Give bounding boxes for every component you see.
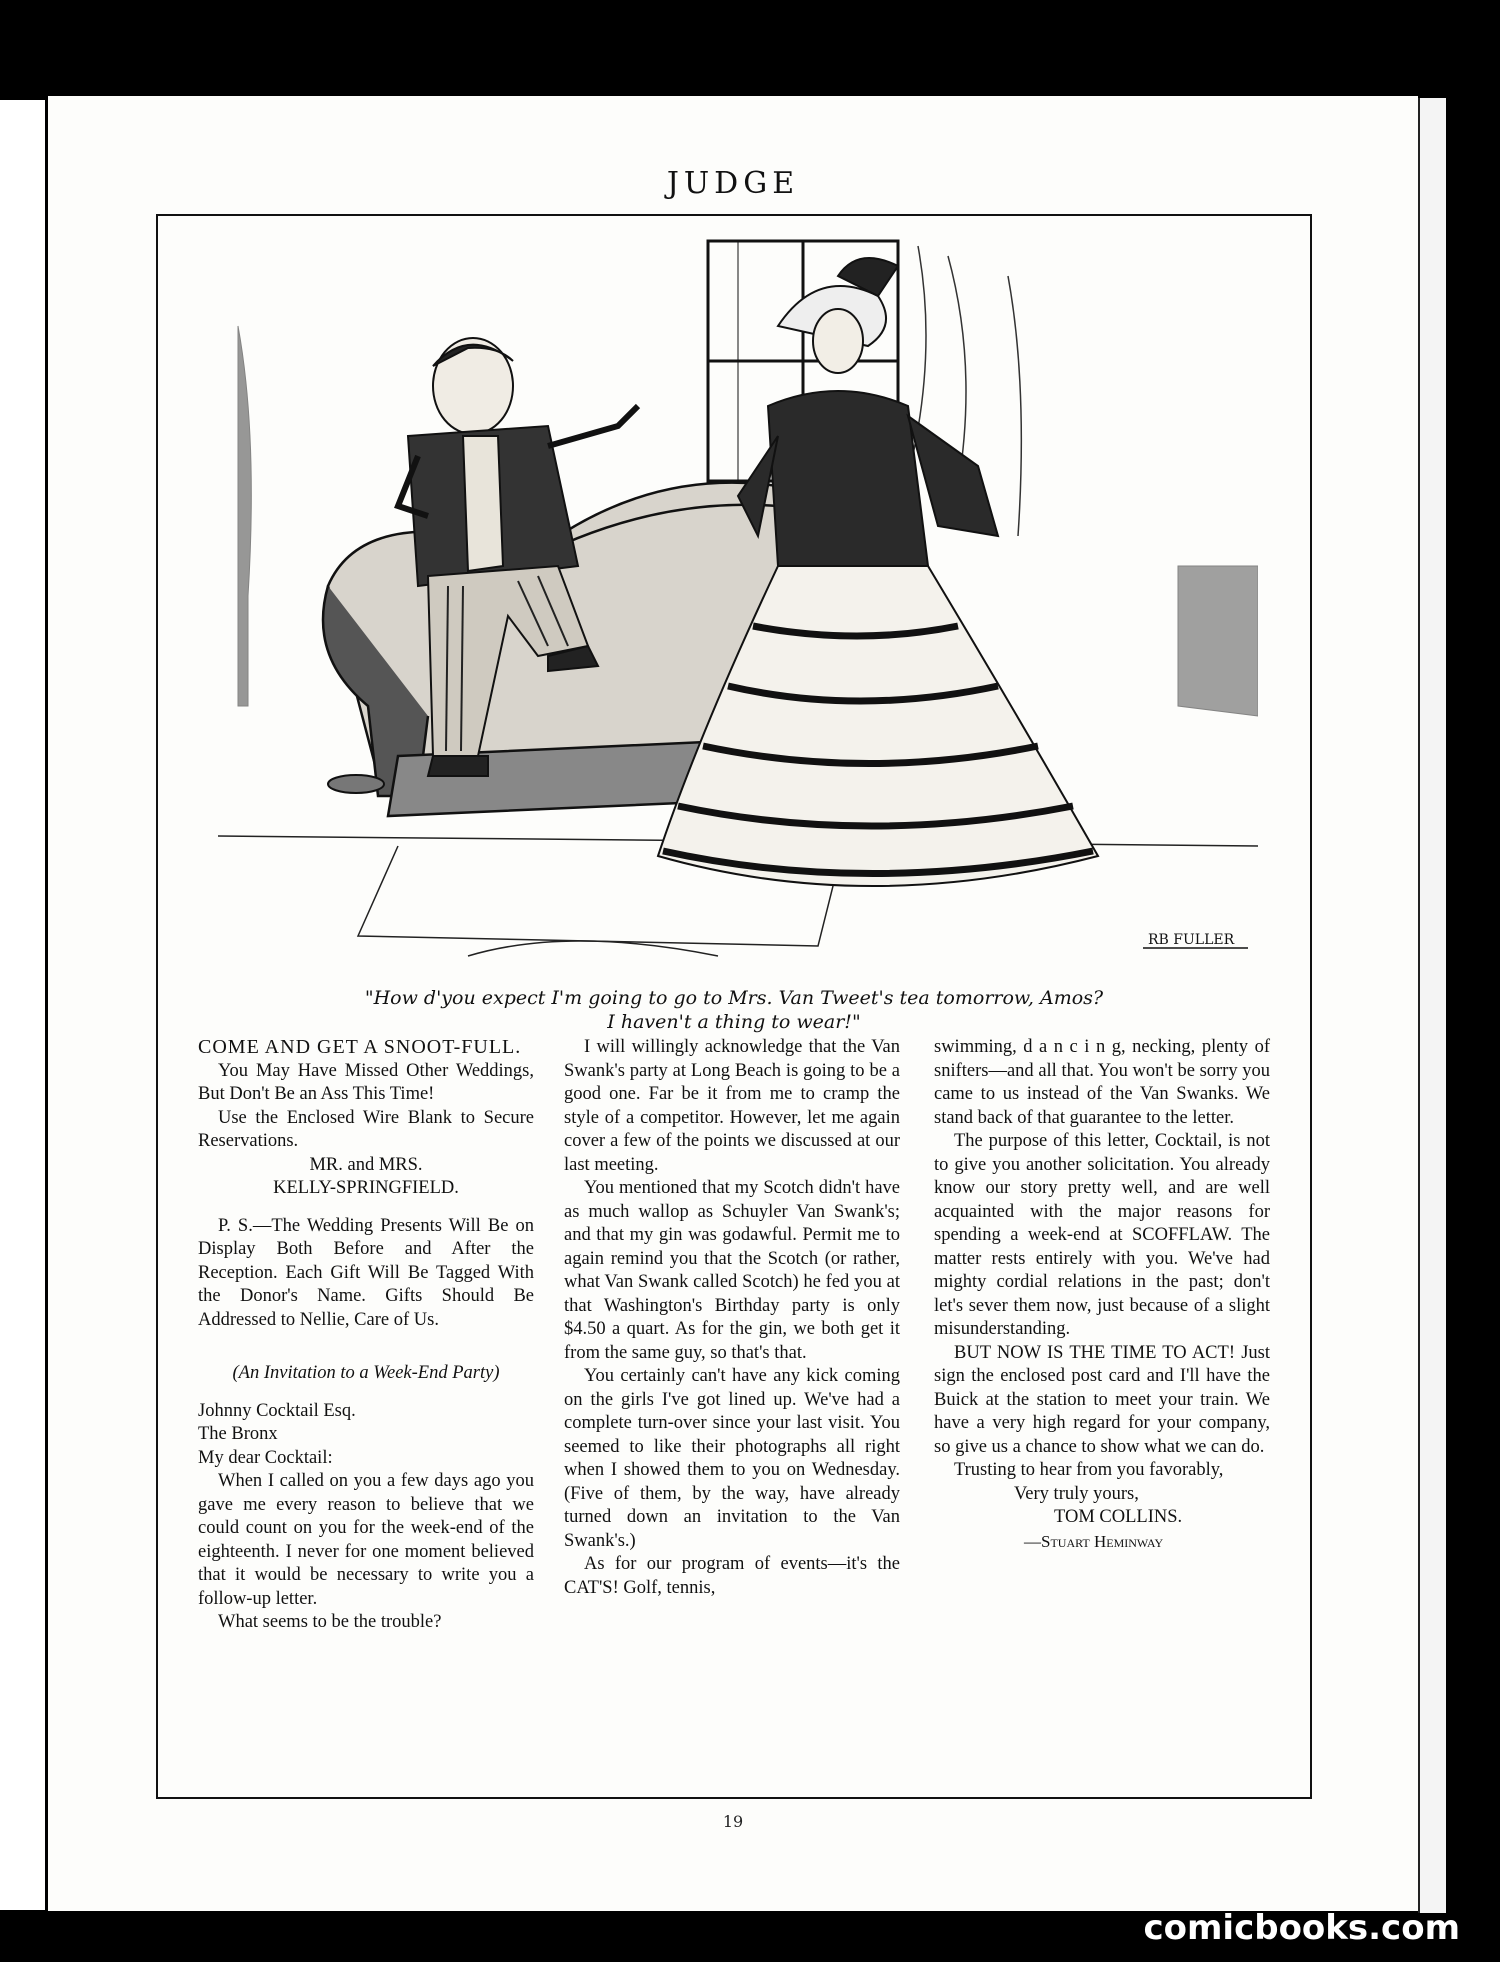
facing-page-edge (0, 100, 45, 1910)
masthead: JUDGE (666, 166, 800, 201)
caption-line-2: I haven't a thing to wear!" (607, 1011, 861, 1033)
site-watermark: comicbooks.com (1143, 1908, 1460, 1948)
col2-p4: As for our program of events—it's the CAT'S! Golf, tennis, (564, 1554, 900, 1598)
col2-p3: You certainly can't have any kick coming on the girls I've got lined up. We've had a complete turn-over since your last visit. You seemed to like their photographs all right when I showed them to you on Wednesday. (Five of them, by the way, have already turned down an invitation to the Van Swank's.) (564, 1366, 900, 1551)
page-number: 19 (722, 1812, 744, 1831)
text-column-1 (198, 1036, 534, 1635)
col1-p4: MR. and MRS. (309, 1154, 423, 1175)
col3-signature-name: TOM COLLINS. (1054, 1507, 1183, 1527)
caption-line-1: "How d'you expect I'm going to go to Mrs. Van Tweet's tea tomorrow, Amos? (364, 987, 1104, 1009)
magazine-page (48, 96, 1418, 1911)
col2-p1: I will willingly acknowledge that the Van Swank's party at Long Beach is going to be a good one. Far be it from me to cramp the style of a competitor. However, let me again cover a few of the points we discussed at our last meeting. (564, 1037, 900, 1175)
col3-p2: The purpose of this letter, Cocktail, is not to give you another solicitation. You already know our story pretty well, and are well acquainted with the major reasons for spending a week-end at SCOFFLAW. The matter rests entirely with you. We've had mighty cordial relations in the past; don't let's sever them now, just because of a slight misunderstanding. (934, 1131, 1270, 1339)
col3-p1: swimming, d a n c i n g, necking, plenty of snifters—and all that. You won't be sorry you came to us instead of the Van Swanks. We stand back of that guarantee to the letter. (934, 1037, 1270, 1128)
col1-p6: P. S.—The Wedding Presents Will Be on Display Both Before and After the Reception. Each Gift Will Be Tagged With the Donor's Name. Gifts Should Be Addressed to Nellie, Care of Us. (198, 1215, 534, 1330)
col2-p2: You mentioned that my Scotch didn't have as much wallop as Schuyler Van Swank's; and that my gin was godawful. Permit me to again remind you that the Scotch (or rather, what Van Swank called Scotch) he fed you at that Washington's Birthday party is only $4.50 a quart. As for the gin, we both get it from the same guy, so that's that. (564, 1178, 900, 1363)
col1-p3: Use the Enclosed Wire Blank to Secure Reservations. (198, 1107, 534, 1151)
text-column-3 (934, 1036, 1270, 1553)
col3-p4: Trusting to hear from you favorably, (954, 1460, 1224, 1480)
artist-signature: RB FULLER (1148, 932, 1235, 948)
col1-p10: My dear Cocktail: (198, 1447, 333, 1468)
cartoon-caption (178, 986, 1290, 1034)
content-frame (156, 214, 1312, 1799)
col1-heading: COME AND GET A SNOOT-FULL. (198, 1036, 522, 1058)
col3-p5: Very truly yours, (1014, 1483, 1139, 1504)
col1-p7: (An Invitation to a Week-End Party) (232, 1363, 500, 1383)
col1-p11: When I called on you a few days ago you gave me every reason to believe that we could count on you for the week-end of the eighteenth. I never for one moment believed that it would be necessary to write you a follow-up letter. (198, 1471, 534, 1609)
col1-p2: You May Have Missed Other Weddings, But Don't Be an Ass This Time! (198, 1060, 534, 1104)
col1-p8: Johnny Cocktail Esq. (198, 1400, 356, 1421)
col1-p12: What seems to be the trouble? (218, 1612, 442, 1632)
cartoon-illustration (218, 236, 1258, 976)
col3-p3: BUT NOW IS THE TIME TO ACT! Just sign the enclosed post card and I'll have the Buick at the station to meet your train. We have a very high regard for your company, so give us a chance to show what we can do. (934, 1342, 1270, 1457)
col1-p9: The Bronx (198, 1424, 278, 1444)
page-edge-strip (1418, 98, 1446, 1913)
col3-author-credit: —Stuart Heminway (1024, 1531, 1164, 1551)
col1-p5: KELLY-SPRINGFIELD. (273, 1178, 459, 1198)
text-column-2 (564, 1036, 900, 1600)
